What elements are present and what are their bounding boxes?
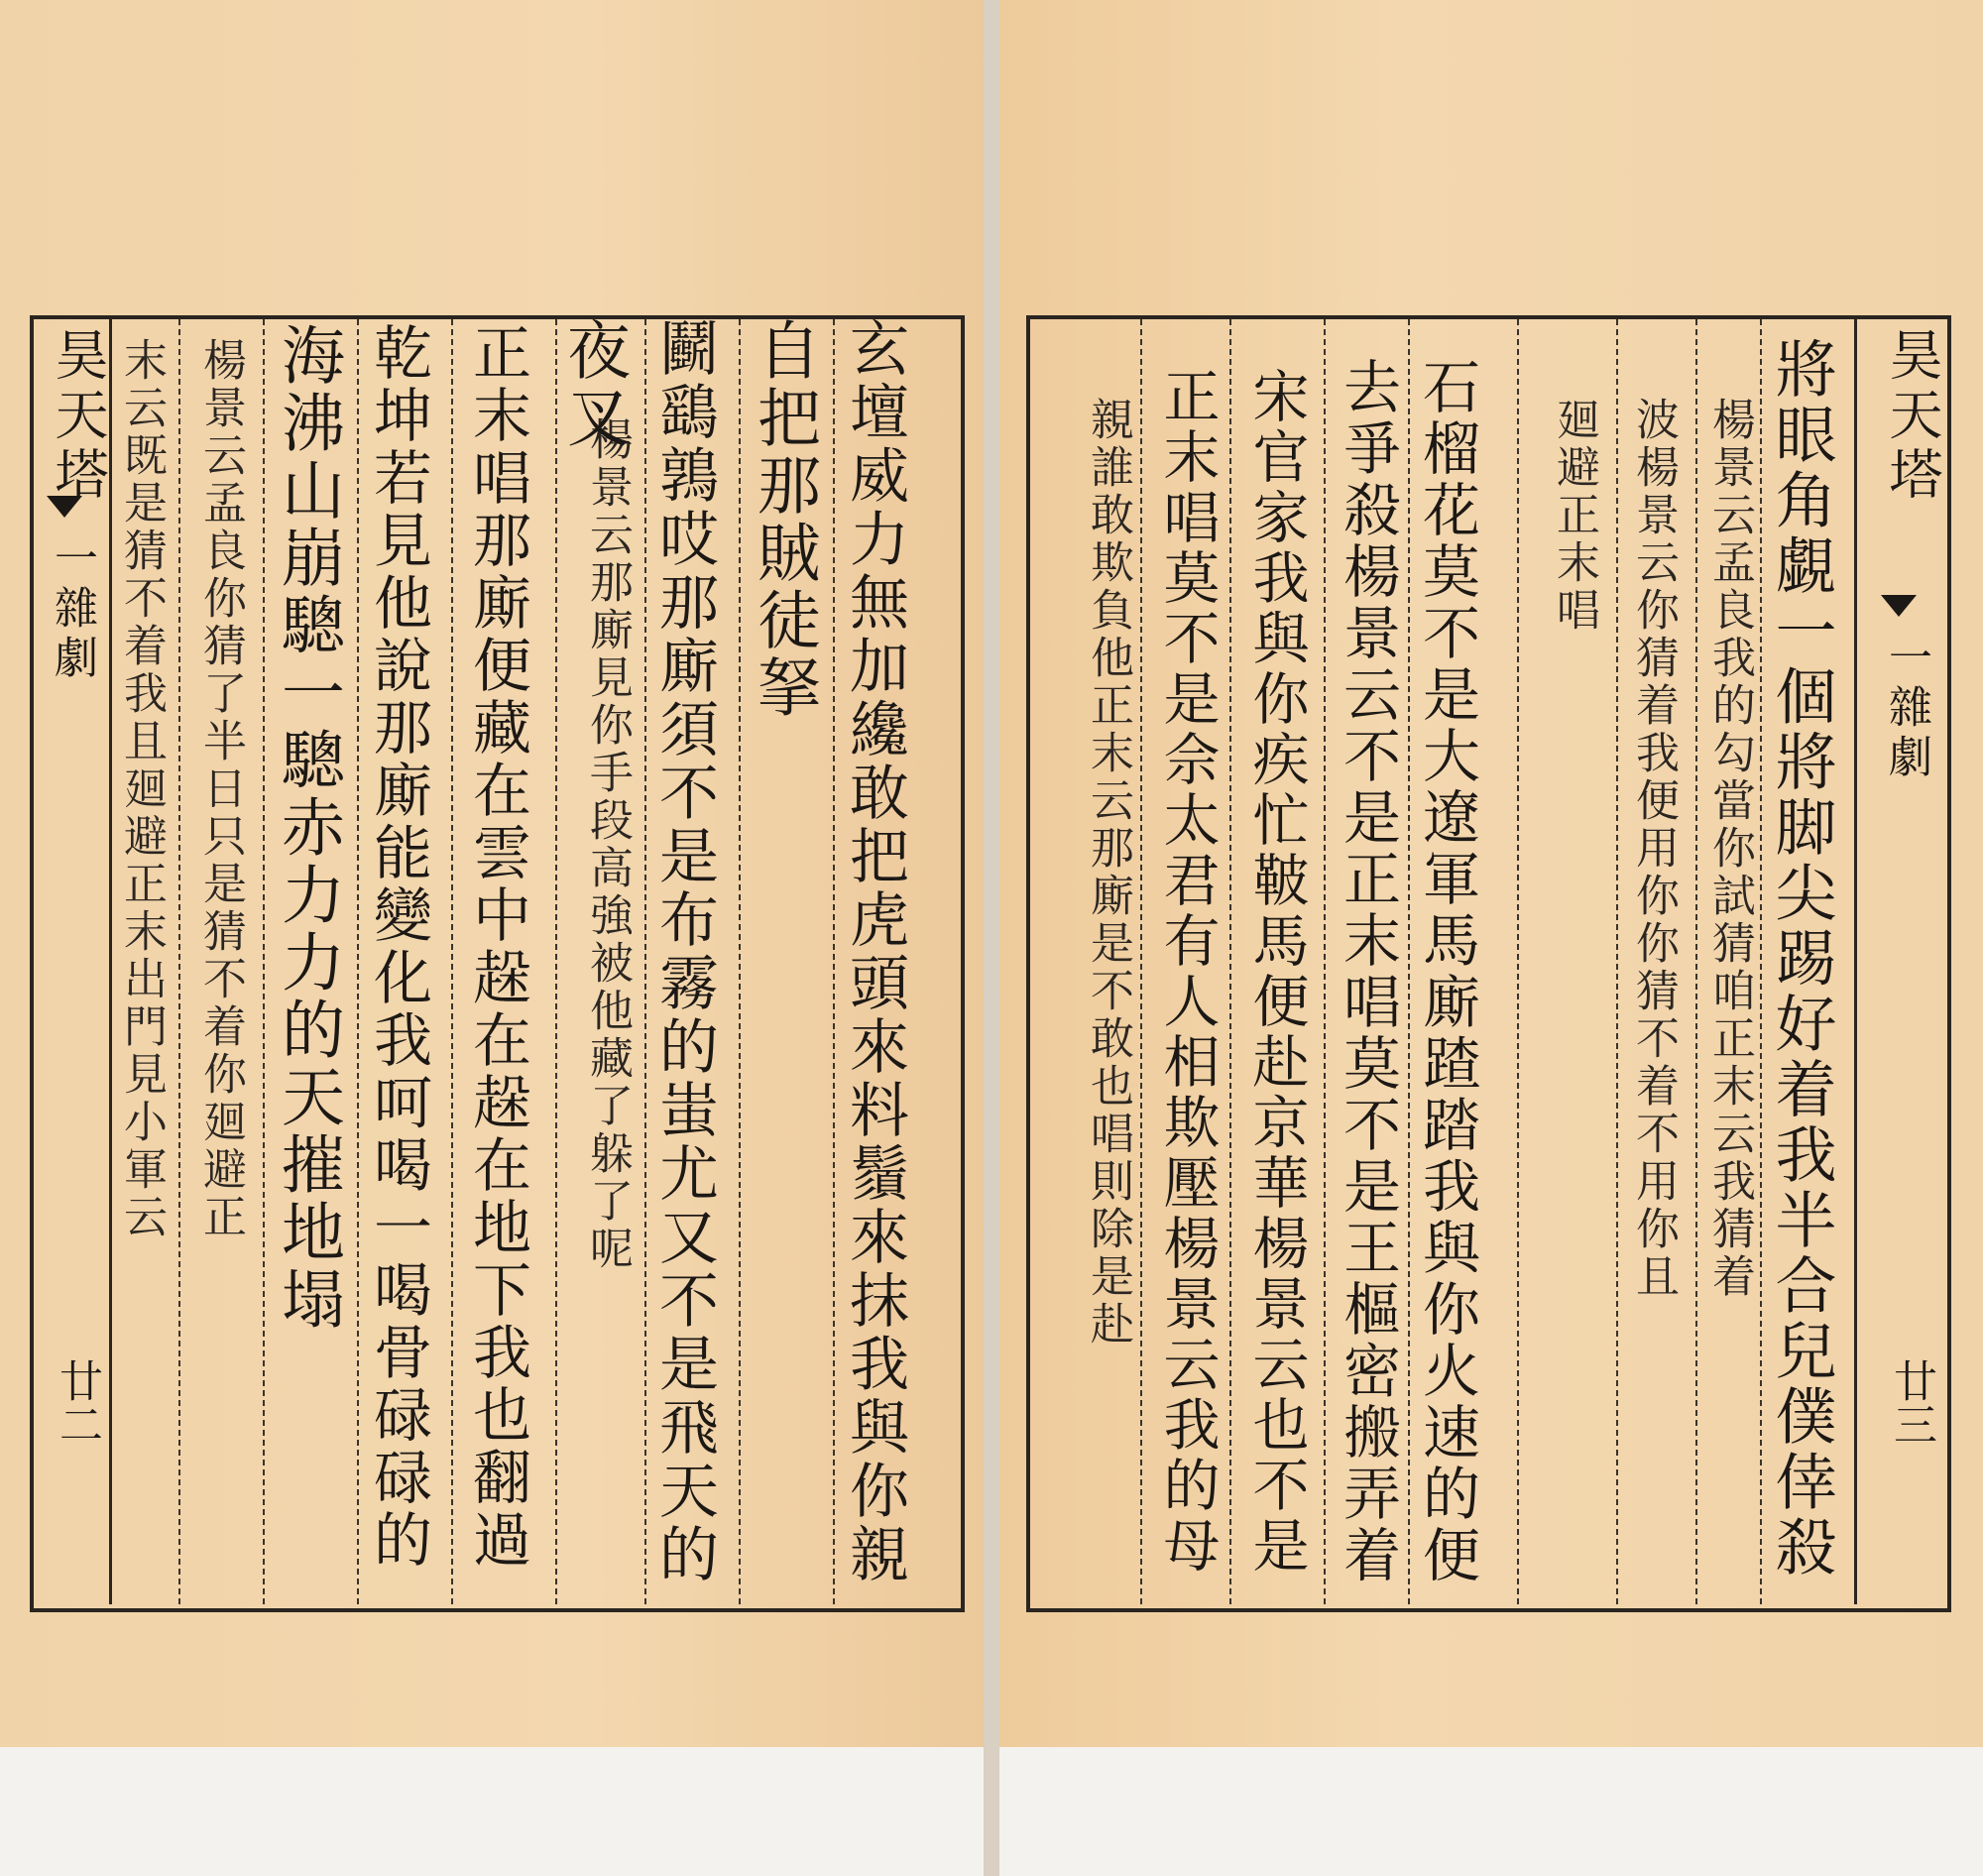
col-rule [451,319,453,1604]
left-col-3: 鬬鷂鶉哎那廝須不是布霧的蚩尤又不是飛天的 [649,317,719,1586]
left-col-8: 海沸山崩驄一驄赤力力的天摧地塌 [271,322,344,1334]
col-rule [1695,319,1697,1604]
left-col-1: 玄壇威力無加纔敢把虎頭來料鬚來抹我與你親 [840,317,909,1586]
col-rule [555,319,557,1604]
left-margin-title: 昊天塔 [47,327,109,506]
col-rule [357,319,359,1604]
right-margin-title: 昊天塔 [1881,327,1943,506]
left-col-6: 正末唱那廝便藏在雲中趓在趓在地下我也翻過 [463,322,531,1572]
right-col-6: 去爭殺楊景云不是正末唱莫不是王樞密搬弄着 [1334,357,1401,1586]
col-rule [833,319,835,1604]
fishtail-mark [1881,595,1917,617]
col-rule [1140,319,1142,1604]
col-rule [178,319,180,1604]
right-col-4: 廻避正末唱 [1549,397,1599,635]
left-col-10: 末云既是猜不着我且廻避正末出門見小軍云 [116,337,167,1241]
col-rule [263,319,265,1604]
fishtail-mark [47,496,82,518]
left-col-9: 楊景云孟良你猜了半日只是猜不着你廻避正 [195,337,246,1241]
right-col-3: 波楊景云你猜着我便用你你猜不着不用你且 [1628,397,1679,1301]
right-col-1: 將眼角覷一個將脚尖踢好着我半合兒僕倖殺 [1765,337,1837,1581]
right-margin-rule [1854,319,1857,1604]
left-page-number: 廿二 [52,1358,102,1446]
col-rule [739,319,741,1604]
col-rule [644,319,646,1604]
right-page-number: 廿三 [1886,1358,1936,1446]
left-margin-sub: 一雜劇 [47,535,97,684]
col-rule [1408,319,1410,1604]
left-margin-rule [109,319,112,1604]
col-rule [1324,319,1326,1604]
right-col-2: 楊景云孟良我的勾當你試猜咱正末云我猜着 [1704,397,1755,1301]
col-rule [1517,319,1519,1604]
book-gutter [984,0,999,1876]
col-rule [1760,319,1762,1604]
left-col-4: 夜叉 [556,317,630,452]
right-col-7: 宋官家我與你疾忙鞁馬便赴京華楊景云也不是 [1243,367,1309,1577]
col-rule [1616,319,1618,1604]
left-col-7: 乾坤若見他說那廝能變化我呵喝一喝骨碌碌的 [364,322,432,1572]
col-rule [1229,319,1231,1604]
left-col-2: 自把那賊徒拏 [747,317,820,722]
right-col-9: 親誰敢欺負他正末云那廝是不敢也唱則除是赴 [1083,397,1133,1348]
right-margin-sub: 一雜劇 [1881,635,1931,783]
right-col-5: 石榴花莫不是大遼軍馬廝蹅踏我與你火速的便 [1413,357,1480,1586]
left-col-5: 楊景云那廝見你手段高強被他藏了躲了呢 [582,416,633,1273]
right-col-8: 正末唱莫不是佘太君有人相欺壓楊景云我的母 [1154,367,1220,1577]
